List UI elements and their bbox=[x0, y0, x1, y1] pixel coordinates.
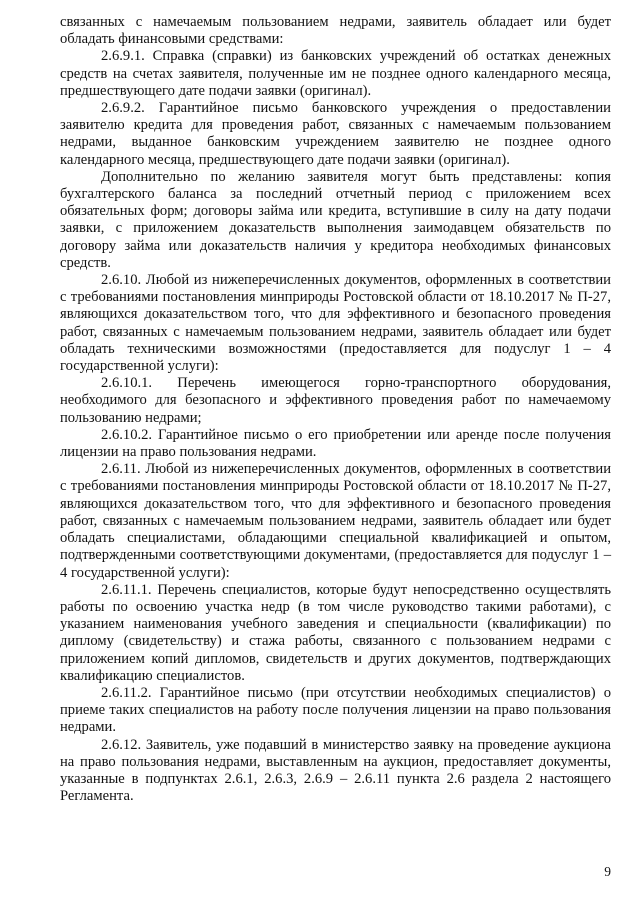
paragraph-2-6-10-1: 2.6.10.1. Перечень имеющегося горно-транспортного оборудования, необходимого для безопасного и эффективного проведения работ по намечаемому пользованию недрами; bbox=[60, 375, 611, 426]
paragraph-additional-documents: Дополнительно по желанию заявителя могут быть представлены: копия бухгалтерского баланса за последний отчетный период с приложением всех обязательных форм; договоры займа или кредита, вступившие в силу на дату подачи заявки, с приложением доказательств выполнения заимодавцем обязательств по договору займа или доказательств наличия у кредитора необходимых финансовых средств. bbox=[60, 168, 611, 271]
paragraph-2-6-11: 2.6.11. Любой из нижеперечисленных документов, оформленных в соответствии с требованиями постановления минприроды Ростовской области от 18.10.2017 № П-27, являющихся доказательством того, что для эффективного и безопасного проведения работ, связанных с намечаемым пользованием недрами, заявитель обладает или будет обладать специалистами, обладающими специальной квалификацией и опытом, подтвержденными соответствующими документами, (предоставляется для подуслуг 1 – 4 государственной услуги): bbox=[60, 461, 611, 581]
paragraph-2-6-9-1: 2.6.9.1. Справка (справки) из банковских учреждений об остатках денежных средств на счетах заявителя, полученные им не позднее одного календарного месяца, предшествующего дате подачи заявки (оригинал). bbox=[60, 48, 611, 99]
document-body bbox=[60, 14, 611, 805]
paragraph-2-6-11-1: 2.6.11.1. Перечень специалистов, которые будут непосредственно осуществлять работы по освоению участка недр (в том числе руководство такими работами), с указанием наименования учебного заведения и специальности (квалификации) по диплому (свидетельству) и стажа работы, связанного с пользованием недрами с приложением копий дипломов, свидетельств и других документов, подтверждающих квалификацию специалистов. bbox=[60, 581, 611, 684]
paragraph-2-6-10: 2.6.10. Любой из нижеперечисленных документов, оформленных в соответствии с требованиями постановления минприроды Ростовской области от 18.10.2017 № П-27, являющихся доказательством того, что для эффективного и безопасного проведения работ, связанных с намечаемым пользованием недрами, заявитель обладает или будет обладать техническими возможностями (предоставляется для подуслуг 1 – 4 государственной услуги): bbox=[60, 272, 611, 375]
paragraph-financial-intro: связанных с намечаемым пользованием недрами, заявитель обладает или будет обладать финансовыми средствами: bbox=[60, 14, 611, 48]
page-number: 9 bbox=[604, 864, 611, 879]
paragraph-2-6-10-2: 2.6.10.2. Гарантийное письмо о его приобретении или аренде после получения лицензии на право пользования недрами. bbox=[60, 426, 611, 461]
paragraph-2-6-12: 2.6.12. Заявитель, уже подавший в министерство заявку на проведение аукциона на право пользования недрами, выставленным на аукцион, предоставляет документы, указанные в подпунктах 2.6.1, 2.6.3, 2.6.9 – 2.6.11 пункта 2.6 раздела 2 настоящего Регламента. bbox=[60, 736, 611, 805]
paragraph-2-6-11-2: 2.6.11.2. Гарантийное письмо (при отсутствии необходимых специалистов) о приеме таких специалистов на работу после получения лицензии на право пользования недрами. bbox=[60, 684, 611, 736]
paragraph-2-6-9-2: 2.6.9.2. Гарантийное письмо банковского учреждения о предоставлении заявителю кредита для проведения работ, связанных с намечаемым пользованием недрами, выданное банковским учреждением заявителю не позднее одного календарного месяца, предшествующего дате подачи заявки (оригинал). bbox=[60, 100, 611, 168]
